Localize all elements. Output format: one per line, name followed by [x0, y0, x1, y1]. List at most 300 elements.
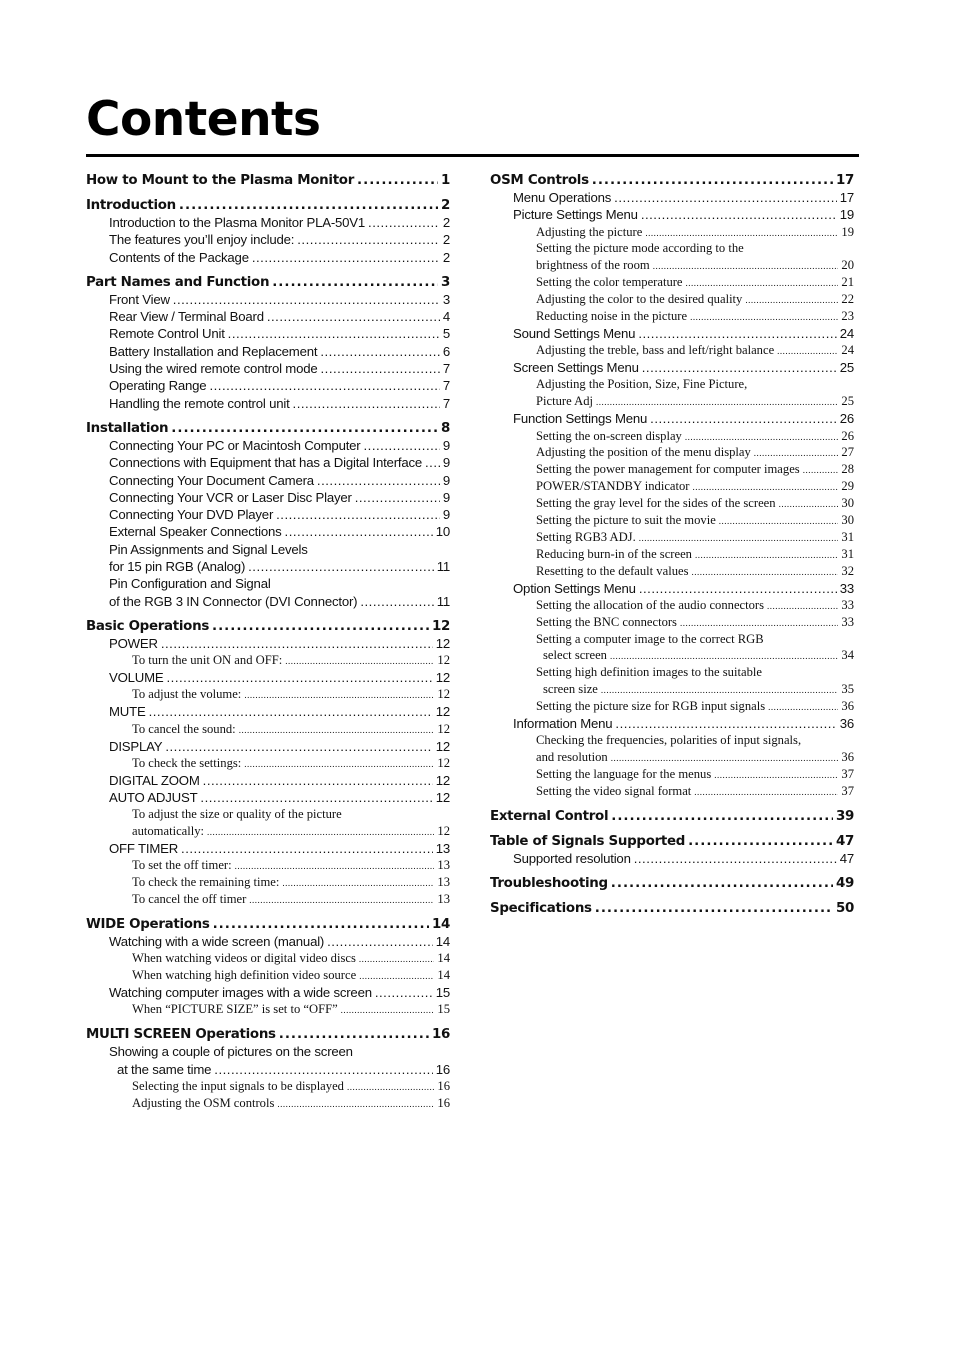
toc-page-number: 30: [841, 496, 854, 511]
toc-entry-title: Battery Installation and Replacement: [109, 343, 318, 359]
dot-leader: [359, 950, 435, 967]
toc-subentry[interactable]: [86, 857, 450, 874]
toc-entry-title: How to Mount to the Plasma Monitor: [86, 173, 355, 188]
dot-leader: [252, 249, 440, 266]
toc-page-number: 50: [835, 901, 854, 917]
toc-subentry[interactable]: [490, 512, 854, 529]
toc-page-number: 24: [841, 343, 854, 358]
toc-page-number: 37: [841, 784, 854, 799]
toc-subentry[interactable]: [490, 291, 854, 308]
toc-entry-title: Menu Operations: [513, 190, 612, 205]
dot-leader: [285, 652, 434, 669]
dot-leader: [357, 172, 438, 189]
dot-leader: [779, 495, 839, 512]
toc-entry[interactable]: [86, 738, 450, 755]
dot-leader: [285, 523, 433, 540]
toc-page-number: 15: [435, 985, 450, 1001]
toc-entry-line: Pin Configuration and Signal: [109, 576, 271, 592]
toc-entry-title: To adjust the volume:: [132, 687, 242, 702]
dot-leader: [695, 546, 838, 563]
toc-page-number: 33: [839, 580, 854, 596]
toc-subentry[interactable]: [490, 342, 854, 359]
dot-leader: [320, 343, 440, 360]
toc-subentry[interactable]: [490, 444, 854, 461]
toc-entry-title: OSM Controls: [490, 173, 589, 188]
toc-section-heading[interactable]: [490, 808, 854, 825]
toc-entry-title: Reducting noise in the picture: [536, 309, 688, 324]
toc-subentry[interactable]: [86, 950, 450, 967]
toc-page-number: 30: [841, 512, 854, 527]
toc-subentry[interactable]: [490, 749, 854, 766]
toc-entry-line: To adjust the size or quality of the picture: [132, 807, 342, 822]
toc-entry-title: Installation: [86, 420, 169, 436]
toc-page-number: 13: [437, 858, 450, 873]
toc-page-number: 12: [435, 704, 450, 720]
toc-section-heading[interactable]: [490, 833, 854, 850]
toc-section-heading[interactable]: [86, 1026, 450, 1043]
dot-leader: [203, 772, 433, 789]
toc-section-heading[interactable]: [490, 875, 854, 892]
toc-entry-title: automatically:: [132, 824, 205, 839]
toc-page-number: 34: [841, 648, 854, 663]
toc-entry-line: Pin Assignments and Signal Levels: [109, 541, 308, 557]
toc-entry[interactable]: [86, 214, 450, 231]
toc-section: [490, 875, 854, 892]
toc-entry-title: select screen: [543, 648, 607, 663]
toc-entry[interactable]: [86, 772, 450, 789]
toc-section: [86, 916, 450, 1018]
toc-entry[interactable]: [86, 231, 450, 248]
dot-leader: [149, 703, 433, 720]
toc-section-heading[interactable]: [490, 172, 854, 189]
toc-subentry[interactable]: [86, 755, 450, 772]
toc-entry-title: Setting the on-screen display: [536, 428, 682, 443]
toc-entry-title: WIDE Operations: [86, 917, 210, 933]
toc-subentry[interactable]: [490, 529, 854, 546]
toc-subentry[interactable]: [490, 224, 854, 241]
dot-leader: [213, 916, 429, 933]
toc-page-number: 12: [435, 738, 450, 754]
toc-entry-title: Picture Settings Menu: [513, 207, 638, 223]
toc-page-number: 1: [440, 173, 450, 188]
toc-entry-title: Setting RGB3 ADJ.: [536, 529, 636, 544]
dot-leader: [596, 393, 838, 410]
toc-entry-line: Checking the frequencies, polarities of input signals,: [536, 733, 802, 748]
toc-subentry[interactable]: [86, 686, 450, 703]
toc-page-number: 9: [442, 507, 450, 523]
toc-page-number: 16: [431, 1027, 450, 1043]
toc-page-number: 9: [442, 437, 450, 453]
dot-leader: [248, 558, 434, 575]
dot-leader: [347, 1078, 434, 1095]
toc-section-heading[interactable]: [86, 618, 450, 635]
toc-entry[interactable]: [86, 395, 450, 412]
toc-subentry[interactable]: [86, 823, 450, 840]
toc-entry-title: Rear View / Terminal Board: [109, 309, 264, 325]
toc-page-number: 47: [835, 833, 854, 849]
toc-entry-title: Contents of the Package: [109, 249, 249, 265]
toc-entry-title: External Control: [490, 808, 609, 824]
dot-leader: [719, 512, 839, 529]
toc-section-heading[interactable]: [86, 197, 450, 214]
toc-subentry[interactable]: [86, 721, 450, 738]
toc-section: [490, 900, 854, 917]
toc-entry[interactable]: [490, 206, 854, 223]
dot-leader: [693, 478, 839, 495]
toc-subentry[interactable]: [86, 652, 450, 669]
toc-entry-title: Setting the BNC connectors: [536, 614, 677, 629]
toc-section-heading[interactable]: [86, 172, 450, 189]
toc-page-number: 8: [440, 420, 450, 436]
toc-page-number: 33: [841, 597, 854, 612]
toc-entry[interactable]: [490, 715, 854, 732]
toc-page-number: 12: [437, 687, 450, 702]
dot-leader: [767, 597, 838, 614]
toc-section: [86, 172, 450, 189]
dot-leader: [690, 308, 838, 325]
toc-page-number: 25: [841, 394, 854, 409]
toc-page-number: 11: [436, 593, 450, 609]
toc-section-heading[interactable]: [490, 900, 854, 917]
dot-leader: [639, 580, 837, 597]
toc-entry-line: Adjusting the Position, Size, Fine Picture,: [536, 377, 748, 392]
toc-entry-title: POWER/STANDBY indicator: [536, 479, 690, 494]
toc-entry[interactable]: [86, 308, 450, 325]
toc-entry-title: Introduction: [86, 198, 176, 213]
toc-entry-title: brightness of the room: [536, 258, 650, 273]
toc-entry-title: To check the settings:: [132, 755, 242, 770]
toc-section: [490, 833, 854, 867]
toc-entry-title: Function Settings Menu: [513, 411, 648, 427]
toc-entry-title: To cancel the sound:: [132, 721, 236, 736]
dot-leader: [638, 325, 836, 342]
toc-page-number: 25: [839, 360, 854, 376]
toc-page-number: 31: [841, 546, 854, 561]
toc-entry-title: To cancel the off timer: [132, 892, 247, 907]
toc-entry-title: Part Names and Function: [86, 274, 270, 290]
toc-subentry[interactable]: [490, 495, 854, 512]
toc-entry-title: Watching with a wide screen (manual): [109, 934, 325, 950]
toc-page-number: 6: [442, 343, 450, 359]
toc-subentry[interactable]: [490, 614, 854, 631]
toc-page-number: 2: [442, 249, 450, 265]
toc-page-number: 7: [442, 395, 450, 411]
toc-entry-title: Resetting to the default values: [536, 563, 689, 578]
toc-subentry[interactable]: [86, 1078, 450, 1095]
toc-page-number: 12: [437, 824, 450, 839]
toc-page-number: 23: [841, 309, 854, 324]
toc-section: [86, 197, 450, 266]
toc-entry[interactable]: [490, 189, 854, 206]
toc-entry-title: Setting the picture to suit the movie: [536, 512, 716, 527]
toc-entry-title: Setting the allocation of the audio connectors: [536, 597, 765, 612]
toc-entry-title: Adjusting the color to the desired quality: [536, 292, 743, 307]
toc-entry-title: When watching high definition video source: [132, 968, 357, 983]
toc-subentry[interactable]: [490, 647, 854, 664]
toc-entry-title: Adjusting the treble, bass and left/right balance: [536, 343, 775, 358]
dot-leader: [641, 206, 837, 223]
toc-subentry[interactable]: [490, 597, 854, 614]
toc-subentry[interactable]: [490, 698, 854, 715]
dot-leader: [634, 850, 837, 867]
toc-entry-title: To turn the unit ON and OFF:: [132, 653, 283, 668]
toc-page-number: 9: [442, 472, 450, 488]
toc-entry-title: Connecting Your VCR or Laser Disc Player: [109, 489, 352, 505]
dot-leader: [653, 257, 839, 274]
toc-subentry[interactable]: [86, 874, 450, 891]
toc-entry-title: Using the wired remote control mode: [109, 361, 318, 377]
toc-page-number: 3: [442, 291, 450, 307]
toc-entry[interactable]: [86, 343, 450, 360]
toc-page-number: 36: [841, 750, 854, 765]
toc-entry[interactable]: [86, 472, 450, 489]
toc-entry[interactable]: [86, 489, 450, 506]
dot-leader: [425, 454, 440, 471]
toc-entry[interactable]: [86, 454, 450, 471]
toc-entry[interactable]: [86, 840, 450, 857]
toc-page-number: 14: [437, 968, 450, 983]
toc-entry-title: Connecting Your PC or Macintosh Computer: [109, 437, 361, 453]
toc-subentry[interactable]: [86, 891, 450, 908]
toc-page-number: 17: [839, 190, 854, 205]
toc-page-number: 19: [839, 207, 854, 223]
toc-subentry[interactable]: [86, 1001, 450, 1018]
toc-subentry[interactable]: [86, 1095, 450, 1112]
dot-leader: [173, 291, 440, 308]
toc-entry-title: Picture Adj: [536, 394, 594, 409]
toc-entry-title: Troubleshooting: [490, 876, 608, 892]
toc-entry-title: Adjusting the picture: [536, 224, 643, 239]
toc-subentry[interactable]: [86, 967, 450, 984]
dot-leader: [327, 933, 433, 950]
toc-page-number: 28: [841, 462, 854, 477]
dot-leader: [282, 874, 434, 891]
dot-leader: [293, 395, 440, 412]
toc-entry-title: Setting the picture size for RGB input signals: [536, 699, 766, 714]
toc-entry[interactable]: [86, 789, 450, 806]
toc-subentry[interactable]: [490, 681, 854, 698]
dot-leader: [214, 1061, 432, 1078]
toc-page-number: 32: [841, 563, 854, 578]
toc-page-number: 2: [442, 232, 450, 248]
toc-entry-title: Introduction to the Plasma Monitor PLA-50V1: [109, 215, 366, 230]
toc-entry[interactable]: [86, 437, 450, 454]
toc-subentry[interactable]: [490, 546, 854, 563]
toc-entry-title: screen size: [543, 682, 598, 697]
toc-entry[interactable]: [86, 377, 450, 394]
dot-leader: [179, 197, 438, 214]
toc-section: [86, 618, 450, 908]
dot-leader: [317, 472, 440, 489]
toc-page-number: 36: [841, 699, 854, 714]
toc-entry-title: Selecting the input signals to be displayed: [132, 1078, 344, 1093]
toc-subentry[interactable]: [490, 563, 854, 580]
dot-leader: [207, 823, 434, 840]
dot-leader: [321, 360, 440, 377]
toc-subentry[interactable]: [490, 478, 854, 495]
dot-leader: [611, 875, 833, 892]
toc-page-number: 26: [841, 428, 854, 443]
toc-entry[interactable]: [86, 291, 450, 308]
dot-leader: [777, 342, 838, 359]
toc-page-number: 17: [835, 173, 854, 188]
toc-subentry[interactable]: [490, 783, 854, 800]
toc-entry-title: Reducing burn-in of the screen: [536, 546, 692, 561]
dot-leader: [592, 172, 833, 189]
dot-leader: [244, 755, 434, 772]
toc-entry-title: Remote Control Unit: [109, 326, 225, 342]
dot-leader: [595, 900, 833, 917]
toc-page-number: 2: [442, 215, 450, 230]
toc-entry[interactable]: [490, 850, 854, 867]
toc-entry-title: Front View: [109, 291, 170, 307]
dot-leader: [297, 231, 440, 248]
dot-leader: [368, 214, 440, 231]
toc-entry-title: MULTI SCREEN Operations: [86, 1027, 276, 1043]
dot-leader: [359, 967, 434, 984]
toc-subentry[interactable]: [490, 393, 854, 410]
toc-section-heading[interactable]: [86, 274, 450, 291]
toc-entry-title: of the RGB 3 IN Connector (DVI Connector): [109, 593, 358, 609]
toc-entry[interactable]: [86, 558, 450, 575]
toc-page-number: 12: [437, 653, 450, 668]
dot-leader: [235, 857, 435, 874]
dot-leader: [375, 984, 433, 1001]
toc-subentry[interactable]: [490, 308, 854, 325]
toc-entry-title: External Speaker Connections: [109, 524, 282, 540]
toc-entry-line: Showing a couple of pictures on the screen: [109, 1044, 353, 1060]
toc-entry[interactable]: [86, 1061, 450, 1078]
toc-column-right: [490, 172, 854, 925]
toc-subentry[interactable]: [490, 274, 854, 291]
toc-page-number: 14: [435, 934, 450, 950]
dot-leader: [611, 749, 839, 766]
dot-leader: [745, 291, 838, 308]
toc-entry[interactable]: [86, 933, 450, 950]
dot-leader: [642, 359, 837, 376]
toc-section-heading[interactable]: [86, 916, 450, 933]
toc-page-number: 10: [435, 524, 450, 540]
toc-section: [86, 274, 450, 412]
toc-page-number: 11: [436, 559, 450, 575]
toc-entry-title: Setting the gray level for the sides of the screen: [536, 496, 776, 511]
toc-subentry[interactable]: [490, 428, 854, 445]
toc-entry[interactable]: [86, 593, 450, 610]
toc-entry[interactable]: [86, 703, 450, 720]
toc-entry[interactable]: [86, 635, 450, 652]
toc-entry-title: Connections with Equipment that has a Digital Interface: [109, 455, 423, 471]
toc-entry[interactable]: [86, 360, 450, 377]
toc-page-number: 47: [839, 850, 854, 866]
toc-entry-title: The features you’ll enjoy include:: [109, 232, 295, 248]
dot-leader: [355, 489, 440, 506]
toc-entry[interactable]: [86, 669, 450, 686]
toc-page-number: 14: [431, 917, 450, 933]
toc-page-number: 9: [442, 489, 450, 505]
toc-page-number: 26: [839, 411, 854, 427]
dot-leader: [200, 789, 432, 806]
dot-leader: [691, 563, 838, 580]
dot-leader: [645, 224, 838, 241]
toc-section-heading[interactable]: [86, 420, 450, 437]
dot-leader: [686, 274, 839, 291]
toc-page-number: 16: [435, 1061, 450, 1077]
toc-entry[interactable]: [490, 580, 854, 597]
toc-entry-title: Option Settings Menu: [513, 580, 636, 596]
toc-entry[interactable]: [86, 325, 450, 342]
dot-leader: [167, 669, 433, 686]
page-title: Contents: [86, 92, 321, 147]
toc-entry-title: DISPLAY: [109, 738, 163, 754]
toc-entry-title: MUTE: [109, 704, 146, 720]
dot-leader: [610, 647, 838, 664]
toc-subentry[interactable]: [490, 461, 854, 478]
toc-entry-line: Setting the picture mode according to the: [536, 241, 744, 256]
toc-page-number: 12: [437, 721, 450, 736]
toc-page-number: 5: [442, 326, 450, 342]
dot-leader: [244, 686, 434, 703]
toc-entry[interactable]: [490, 410, 854, 427]
toc-section: [490, 808, 854, 825]
toc-entry[interactable]: [86, 506, 450, 523]
dot-leader: [364, 437, 440, 454]
toc-entry-title: Connecting Your DVD Player: [109, 507, 274, 523]
toc-page-number: 37: [841, 767, 854, 782]
toc-entry[interactable]: [490, 359, 854, 376]
toc-entry-title: To check the remaining time:: [132, 875, 280, 890]
dot-leader: [360, 593, 433, 610]
dot-leader: [165, 738, 432, 755]
toc-page-number: 16: [437, 1095, 450, 1110]
toc-subentry[interactable]: [490, 766, 854, 783]
dot-leader: [768, 698, 838, 715]
toc-page-number: 20: [841, 258, 854, 273]
toc-page-number: 24: [839, 325, 854, 341]
toc-entry-title: for 15 pin RGB (Analog): [109, 559, 246, 575]
toc-page-number: 12: [437, 755, 450, 770]
toc-column-left: [86, 172, 450, 1120]
dot-leader: [601, 681, 839, 698]
toc-page-number: 31: [841, 529, 854, 544]
toc-entry-line: Setting a computer image to the correct RGB: [536, 631, 764, 646]
toc-page-number: 39: [835, 808, 854, 824]
toc-entry[interactable]: [86, 523, 450, 540]
toc-page-number: 12: [431, 618, 450, 634]
toc-entry-title: at the same time: [117, 1061, 212, 1077]
toc-subentry[interactable]: [490, 257, 854, 274]
toc-entry-title: Screen Settings Menu: [513, 360, 639, 376]
toc-entry-title: AUTO ADJUST: [109, 789, 198, 805]
toc-entry-title: Handling the remote control unit: [109, 395, 290, 411]
toc-page-number: 49: [835, 876, 854, 892]
dot-leader: [639, 529, 839, 546]
dot-leader: [272, 274, 438, 291]
toc-entry[interactable]: [86, 984, 450, 1001]
toc-entry-line: Setting high definition images to the suitable: [536, 665, 762, 680]
toc-entry-title: and resolution: [536, 750, 608, 765]
toc-entry[interactable]: [490, 325, 854, 342]
toc-page-number: 21: [841, 275, 854, 290]
toc-page-number: 27: [841, 445, 854, 460]
toc-page-number: 7: [442, 378, 450, 394]
dot-leader: [277, 1095, 434, 1112]
toc-page-number: 12: [435, 789, 450, 805]
dot-leader: [228, 325, 440, 342]
dot-leader: [181, 840, 433, 857]
toc-entry-title: POWER: [109, 635, 158, 651]
toc-entry-title: Basic Operations: [86, 618, 209, 634]
toc-entry[interactable]: [86, 249, 450, 266]
